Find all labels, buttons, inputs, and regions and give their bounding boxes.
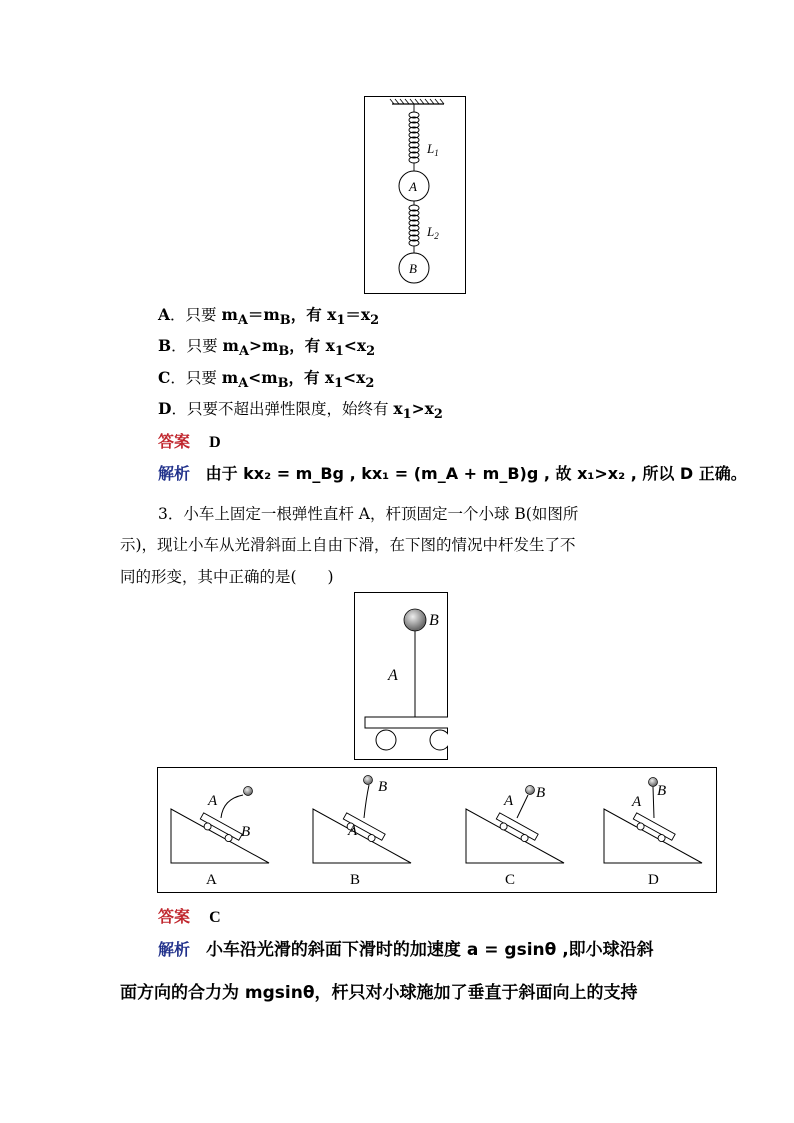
- answer-line: [158, 904, 221, 927]
- ball: [404, 609, 426, 631]
- svg-text:A: A: [409, 179, 417, 194]
- svg-text:B: B: [409, 261, 417, 276]
- answer-line: [158, 429, 221, 452]
- analysis-tag: 解析: [158, 940, 191, 959]
- analysis-text: 小车沿光滑的斜面下滑时的加速度 a = gsinθ ,即小球沿斜: [205, 940, 654, 960]
- svg-text:C: C: [505, 872, 516, 888]
- option-expr: $m_A=m_B$，有 $x_1=x_2$: [221, 305, 380, 329]
- question-3-line-1: 3．小车上固定一根弹性直杆 A，杆顶固定一个小球 B(如图所: [158, 505, 579, 523]
- svg-text:B: B: [429, 612, 439, 629]
- svg-text:L1: $L_1$: [427, 141, 439, 158]
- option-a: A．只要 $m_A=m_B$，有 $x_1=x_2$: [158, 305, 380, 329]
- svg-text:A: A: [388, 667, 398, 684]
- option-expr: $x_1>x_2$: [393, 399, 443, 423]
- analysis-line: [158, 939, 654, 961]
- spring-figure: [364, 96, 466, 294]
- analysis-line-2: 面方向的合力为 mgsinθ，杆只对小球施加了垂直于斜面向上的支持: [120, 983, 638, 1003]
- option-letter: A: [158, 305, 171, 324]
- slope-panel-a: [171, 787, 269, 889]
- option-expr: $m_A<m_B$，有 $x_1<x_2$: [221, 368, 375, 392]
- option-c: C．只要 $m_A<m_B$，有 $x_1<x_2$: [158, 368, 375, 392]
- svg-text:A: A: [632, 794, 642, 810]
- slope-options-figure: [157, 767, 717, 893]
- answer-tag: 答案: [158, 432, 191, 451]
- cart-figure: [354, 592, 448, 760]
- svg-text:B: B: [378, 779, 388, 795]
- svg-text:L2: $L_2$: [427, 224, 439, 241]
- answer-value: D: [209, 434, 221, 451]
- option-d: D．只要不超出弹性限度，始终有 $x_1>x_2$: [158, 399, 443, 423]
- svg-text:A: A: [208, 793, 218, 809]
- analysis-line: [158, 463, 747, 485]
- svg-text:B: B: [536, 785, 546, 801]
- answer-tag: 答案: [158, 907, 191, 926]
- option-expr: $m_A>m_B$，有 $x_1<x_2$: [222, 336, 376, 360]
- spring-l1: [409, 104, 419, 171]
- answer-value: C: [209, 909, 221, 926]
- analysis-tag: 解析: [158, 464, 191, 483]
- question-3-line-2: 示)，现让小车从光滑斜面上自由下滑，在下图的情况中杆发生了不: [120, 536, 576, 554]
- svg-text:B: B: [350, 872, 361, 888]
- svg-text:B: B: [241, 824, 251, 840]
- svg-text:B: B: [657, 783, 667, 799]
- slope-panel-b: [313, 776, 411, 889]
- svg-text:D: D: [648, 872, 659, 888]
- slope-panel-d: [604, 778, 702, 889]
- svg-text:A: A: [206, 872, 217, 888]
- question-3-line-3: 同的形变，其中正确的是( ): [120, 568, 334, 586]
- spring-l2: [409, 201, 419, 253]
- cart-body: [365, 717, 448, 728]
- svg-text:A: A: [348, 823, 358, 839]
- analysis-text: 由于 kx₂ = m_Bg , kx₁ = (m_A + m_B)g , 故 x₁>x₂ , 所以 D 正确。: [205, 464, 747, 483]
- svg-text:A: A: [504, 793, 514, 809]
- option-b: B．只要 $m_A>m_B$，有 $x_1<x_2$: [158, 336, 376, 360]
- slope-panel-c: [466, 785, 564, 888]
